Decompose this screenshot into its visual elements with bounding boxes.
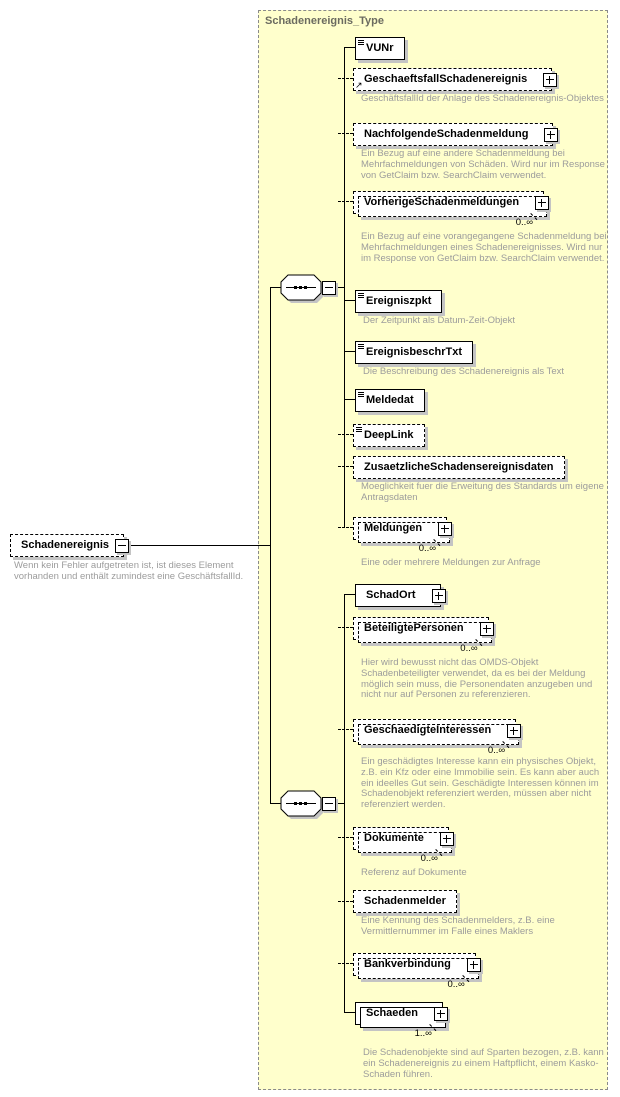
expand-icon[interactable]	[543, 73, 557, 87]
element-name: Ereigniszpkt	[366, 295, 432, 307]
element-name: GeschaeftsfallSchadenereignis	[364, 73, 528, 85]
element-name: VorherigeSchadenmeldungen	[364, 196, 520, 208]
element-box-ereignisbeschrtxt[interactable]	[355, 341, 565, 377]
occurrence-label: 0..∞	[447, 979, 465, 990]
annotation: Die Schadenobjekte sind auf Sparten bezogen, z.B. kann ein Schadenereignis zu einem Haftpflicht, einem Kasko-Schaden führen.	[363, 1047, 604, 1080]
stub-geschaedigte	[338, 729, 353, 730]
element-name: EreignisbeschrTxt	[366, 346, 462, 358]
annotation: Ein Bezug auf eine vorangegangene Schadenmeldung bei Mehrfachmeldungen eines Schadenereignisses. Wird nur im Response von GetClaim bzw. SearchClaim verwendet.	[361, 231, 607, 264]
occurrence-label: 0..∞	[460, 643, 478, 654]
element-box-meldedat[interactable]	[355, 389, 425, 412]
element-box-vorherigeschadenmeldungen[interactable]	[353, 191, 607, 264]
collapse-icon[interactable]	[322, 797, 336, 811]
element-box-schaeden[interactable]	[355, 1002, 604, 1080]
complex-type-title: Schadenereignis_Type	[265, 15, 385, 27]
stub-schadort	[344, 594, 355, 595]
collapse-icon[interactable]	[115, 539, 129, 553]
annotation: GeschäftsfallId der Anlage des Schadenereignis-Objektes	[361, 93, 604, 104]
element-name: Meldedat	[366, 394, 414, 406]
stub-vorherige	[338, 201, 353, 202]
element-name: Bankverbindung	[364, 958, 451, 970]
connector-seq1-out	[336, 287, 344, 288]
element-box-ereigniszpkt[interactable]	[355, 290, 516, 326]
stub-schadenmelder	[338, 901, 353, 902]
occurrence-label: 1..∞	[414, 1028, 432, 1039]
element-box-vunr[interactable]	[355, 37, 405, 60]
occurrence-label: 0..∞	[418, 543, 437, 554]
element-name: DeepLink	[364, 429, 414, 441]
stub-geschaeftsfall	[338, 78, 353, 79]
stub-nachfolgende	[338, 133, 353, 134]
stub-schaeden	[344, 1012, 355, 1013]
element-name: Meldungen	[364, 522, 423, 534]
element-name: ZusaetzlicheSchadensereignisdaten	[364, 461, 554, 473]
element-name: Schadenereignis	[21, 539, 110, 551]
annotation: Hier wird bewusst nicht das OMDS-Objekt Schadenbeteiligter verwendet, da es bei der Meldung möglich sein muss, die Personendaten anzugeben und nicht nur auf Personen zu referenzieren.	[361, 657, 593, 701]
annotation: Ein Bezug auf eine andere Schadenmeldung bei Mehrfachmeldungen von Schäden. Wird nur im Response von GetClaim bzw. SearchClaim verwendet.	[361, 148, 605, 181]
stub-meldedat	[344, 399, 355, 400]
element-box-dokumente[interactable]	[353, 827, 467, 878]
element-name: BeteiligtePersonen	[364, 622, 464, 634]
expand-icon[interactable]	[434, 1007, 448, 1021]
reference-arrow-icon: ↗	[355, 80, 363, 90]
annotation: Eine Kennung des Schadenmelders, z.B. eine Vermittlernummer im Falle eines Maklers	[361, 915, 555, 937]
occurrence-label: 0..∞	[420, 853, 438, 864]
element-box-beteiligtepersonen[interactable]	[353, 617, 593, 701]
element-box-bankverbindung[interactable]	[353, 953, 476, 990]
expand-icon[interactable]	[440, 832, 454, 846]
simple-type-icon	[358, 293, 364, 294]
element-name: VUNr	[366, 42, 394, 54]
stub-bankverbindung	[338, 963, 353, 964]
stub-vunr	[344, 47, 355, 48]
element-box-nachfolgendeschadenmeldung[interactable]	[353, 123, 605, 181]
stub-meldungen	[338, 527, 353, 528]
connector-seq2-out	[336, 803, 344, 804]
expand-icon[interactable]	[507, 724, 521, 738]
annotation: Ein geschädigtes Interesse kann ein physisches Objekt, z.B. ein Kfz oder eine Immobilie sein. Es kann aber auch ein ideelles Gut sein. Geschädigte Interessen können im Schadenobjekt referenziert werden, müssen aber nicht referenziert werden.	[361, 756, 600, 811]
connector-branch2	[344, 594, 345, 1013]
element-box-schadort[interactable]	[355, 584, 441, 607]
expand-icon[interactable]	[432, 589, 446, 603]
expand-icon[interactable]	[438, 522, 452, 536]
annotation: Referenz auf Dokumente	[361, 867, 467, 878]
expand-icon[interactable]	[535, 196, 549, 210]
element-box-schadenmelder[interactable]	[353, 890, 555, 937]
element-name: GeschaedigteInteressen	[364, 724, 492, 736]
expand-icon[interactable]	[467, 958, 481, 972]
stub-zusaetzliche	[338, 466, 353, 467]
element-name: Schaeden	[366, 1007, 418, 1019]
simple-type-icon	[358, 40, 364, 41]
element-name: SchadOrt	[366, 589, 416, 601]
connector-trunk	[270, 287, 271, 804]
connector-root	[122, 545, 270, 546]
stub-ereigniszpkt	[344, 300, 355, 301]
annotation: Wenn kein Fehler aufgetreten ist, ist dieses Element vorhanden und enthält zumindest eine GeschäftsfallId.	[14, 560, 244, 582]
stub-ereignisbeschrtxt	[344, 351, 355, 352]
stub-deeplink	[338, 434, 353, 435]
connector-branch1	[344, 47, 345, 528]
element-name: Dokumente	[364, 832, 424, 844]
stub-beteiligte	[338, 627, 353, 628]
collapse-icon[interactable]	[322, 281, 336, 295]
simple-type-icon	[356, 427, 362, 428]
expand-icon[interactable]	[544, 128, 558, 142]
expand-icon[interactable]	[480, 622, 494, 636]
occurrence-label: 0..∞	[515, 217, 534, 228]
element-box-zusaetzlicheschadensereignisdaten[interactable]	[353, 456, 604, 503]
stub-dokumente	[338, 837, 353, 838]
occurrence-label: 0..∞	[487, 745, 506, 756]
element-box-geschaeftsfallschadenereignis[interactable]	[353, 68, 604, 104]
element-box-meldungen[interactable]	[353, 517, 541, 568]
element-box-deeplink[interactable]	[353, 424, 425, 447]
annotation: Die Beschreibung des Schadenereignis als Text	[363, 366, 565, 377]
element-box-schadenereignis[interactable]	[10, 534, 244, 582]
sequence-icon	[280, 790, 326, 820]
sequence-icon	[280, 274, 326, 304]
element-box-geschaedigteinteressen[interactable]	[353, 719, 600, 811]
simple-type-icon	[358, 344, 364, 345]
annotation: Moeglichkeit fuer die Erweitung des Standards um eigene Antragsdaten	[361, 481, 604, 503]
element-name: NachfolgendeSchadenmeldung	[364, 128, 529, 140]
simple-type-icon	[358, 392, 364, 393]
annotation: Eine oder mehrere Meldungen zur Anfrage	[361, 557, 541, 568]
annotation: Der Zeitpunkt als Datum-Zeit-Objekt	[363, 315, 516, 326]
element-name: Schadenmelder	[364, 895, 446, 907]
